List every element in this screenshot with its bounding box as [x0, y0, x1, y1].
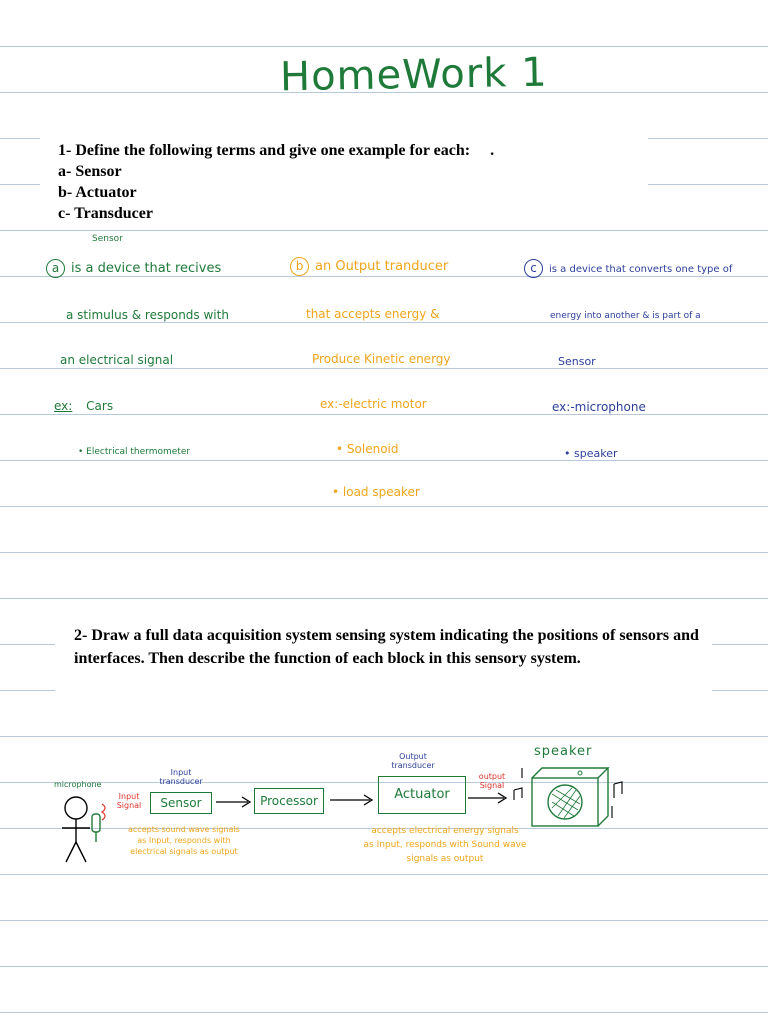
- answer-a-line-3: an electrical signal: [60, 353, 174, 367]
- answer-c-line-3: Sensor: [558, 355, 596, 368]
- sensor-block: Sensor: [150, 792, 212, 814]
- speaker-icon: [508, 764, 628, 828]
- sensor-description-line-3: electrical signals as output: [130, 847, 238, 856]
- answer-a-example-2: Electrical thermometer: [86, 447, 191, 457]
- input-transducer-label: Input transducer: [159, 768, 203, 786]
- answer-a-heading: Sensor: [92, 234, 123, 244]
- page-title: HomeWork 1: [279, 49, 548, 101]
- answer-a-ex-label: ex:: [54, 399, 73, 413]
- actuator-description: [340, 824, 550, 866]
- answer-c-line-1: is a device that converts one type of: [549, 264, 733, 275]
- question-2: 2- Draw a full data acquisition system sensing system indicating the positions of sensors and interfaces. Then describe the function of each block in this sensory system.: [74, 627, 699, 667]
- question-1-prompt: 1- Define the following terms and give one example for each:: [58, 142, 471, 159]
- answer-a-example-1: Cars: [86, 399, 114, 413]
- answer-c-example-1: ex:-microphone: [552, 400, 646, 414]
- sensor-description-line-2: as Input, responds with: [137, 836, 231, 845]
- term-b: b- Actuator: [58, 184, 137, 201]
- answer-b-line-3: Produce Kinetic energy: [312, 352, 451, 366]
- term-c: c- Transducer: [58, 205, 153, 222]
- answer-a-line-2: a stimulus & responds with: [66, 308, 229, 322]
- answer-b-example-2: Solenoid: [346, 442, 399, 456]
- answer-b-example-1: ex:-electric motor: [320, 397, 427, 411]
- arrow-sensor-to-processor: [214, 794, 254, 810]
- arrow-actuator-to-speaker: [466, 790, 512, 806]
- actuator-block: Actuator: [378, 776, 466, 814]
- answer-a-line-1: is a device that recives: [71, 261, 222, 276]
- answer-b-line-1: an Output tranducer: [315, 259, 449, 274]
- answer-b-line-2: that accepts energy &: [306, 307, 440, 321]
- actuator-description-line-2: as Input, responds with Sound wave: [363, 840, 527, 850]
- answer-c-marker: c: [524, 259, 543, 278]
- sensor-description-line-1: accepts sound wave signals: [128, 825, 240, 834]
- answer-b-example-3: load speaker: [342, 485, 420, 499]
- input-signal-label: Input Signal: [116, 792, 142, 810]
- answer-c-example-2: speaker: [574, 447, 618, 460]
- actuator-description-line-1: accepts electrical energy signals: [371, 826, 519, 836]
- arrow-processor-to-actuator: [328, 792, 376, 808]
- question-1: [58, 140, 494, 224]
- actuator-description-line-3: signals as output: [406, 854, 484, 864]
- speaker-label: speaker: [534, 744, 593, 759]
- microphone-label: microphone: [54, 780, 102, 789]
- answer-a-marker: a: [46, 259, 65, 278]
- output-transducer-label: Output transducer: [391, 752, 435, 770]
- processor-block: Processor: [254, 788, 324, 814]
- sensor-description: [128, 824, 240, 857]
- answer-c-line-2: energy into another & is part of a: [550, 311, 701, 321]
- stray-dot: .: [490, 142, 495, 159]
- output-signal-label: output Signal: [478, 772, 506, 790]
- term-a: a- Sensor: [58, 163, 122, 180]
- answer-b-marker: b: [290, 257, 309, 276]
